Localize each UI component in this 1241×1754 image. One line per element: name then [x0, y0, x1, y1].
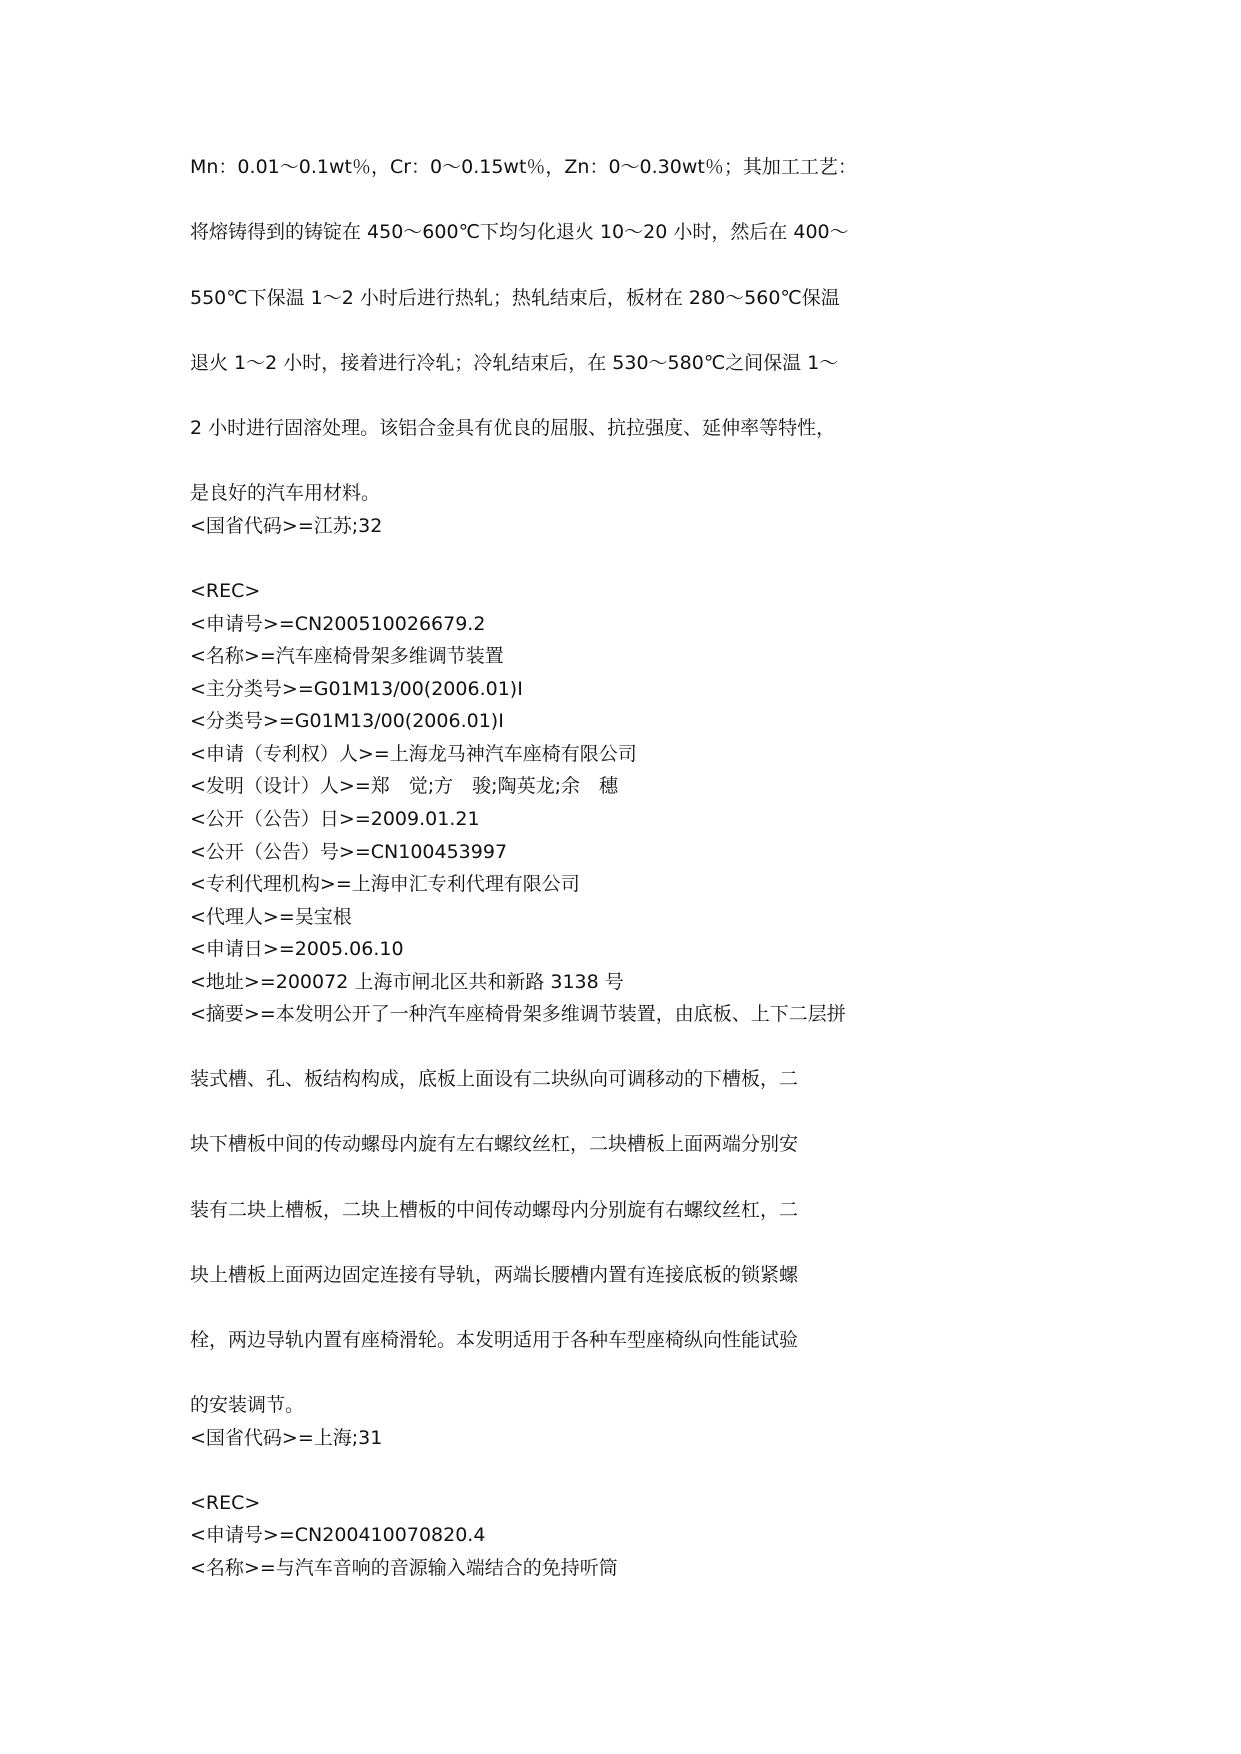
field-main-class: <主分类号>=G01M13/00(2006.01)I [190, 678, 523, 700]
field-publication-number: <公开（公告）号>=CN100453997 [190, 841, 508, 863]
text-line: 退火 1～2 小时，接着进行冷轧；冷轧结束后，在 530～580℃之间保温 1～ [190, 352, 839, 374]
record-marker: <REC> [190, 1492, 261, 1514]
text-line: 块下槽板中间的传动螺母内旋有左右螺纹丝杠，二块槽板上面两端分别安 [190, 1133, 799, 1155]
text-line: 550℃下保温 1～2 小时后进行热轧；热轧结束后，板材在 280～560℃保温 [190, 287, 840, 309]
text-line: 装有二块上槽板，二块上槽板的中间传动螺母内分别旋有右螺纹丝杠，二 [190, 1199, 799, 1221]
field-inventor: <发明（设计）人>=郑 觉;方 骏;陶英龙;余 穗 [190, 775, 618, 797]
text-line: 栓，两边导轨内置有座椅滑轮。本发明适用于各种车型座椅纵向性能试验 [190, 1329, 799, 1351]
text-line: 的安装调节。 [190, 1394, 305, 1416]
field-province-code: <国省代码>=上海;31 [190, 1427, 383, 1449]
field-application-number: <申请号>=CN200510026679.2 [190, 613, 486, 635]
field-name: <名称>=与汽车音响的音源输入端结合的免持听筒 [190, 1557, 618, 1579]
field-agent: <代理人>=吴宝根 [190, 906, 352, 928]
field-class: <分类号>=G01M13/00(2006.01)I [190, 710, 504, 732]
field-publication-date: <公开（公告）日>=2009.01.21 [190, 808, 480, 830]
field-name: <名称>=汽车座椅骨架多维调节装置 [190, 645, 504, 667]
field-applicant: <申请（专利权）人>=上海龙马神汽车座椅有限公司 [190, 743, 637, 765]
text-line: 块上槽板上面两边固定连接有导轨，两端长腰槽内置有连接底板的锁紧螺 [190, 1264, 799, 1286]
text-line: <国省代码>=江苏;32 [190, 515, 383, 537]
text-line: Mn：0.01～0.1wt％，Cr：0～0.15wt％，Zn：0～0.30wt％；其加工工艺： [190, 156, 857, 178]
field-abstract: <摘要>=本发明公开了一种汽车座椅骨架多维调节装置，由底板、上下二层拼 [190, 1003, 846, 1025]
field-application-date: <申请日>=2005.06.10 [190, 938, 404, 960]
field-application-number: <申请号>=CN200410070820.4 [190, 1524, 486, 1546]
field-address: <地址>=200072 上海市闸北区共和新路 3138 号 [190, 971, 624, 993]
field-agency: <专利代理机构>=上海申汇专利代理有限公司 [190, 873, 580, 895]
text-line: 装式槽、孔、板结构构成，底板上面设有二块纵向可调移动的下槽板，二 [190, 1068, 799, 1090]
text-line: 将熔铸得到的铸锭在 450～600℃下均匀化退火 10～20 小时，然后在 400～ [190, 221, 849, 243]
text-line: 是良好的汽车用材料。 [190, 482, 381, 504]
text-line: 2 小时进行固溶处理。该铝合金具有优良的屈服、抗拉强度、延伸率等特性， [190, 417, 836, 439]
record-marker: <REC> [190, 580, 261, 602]
